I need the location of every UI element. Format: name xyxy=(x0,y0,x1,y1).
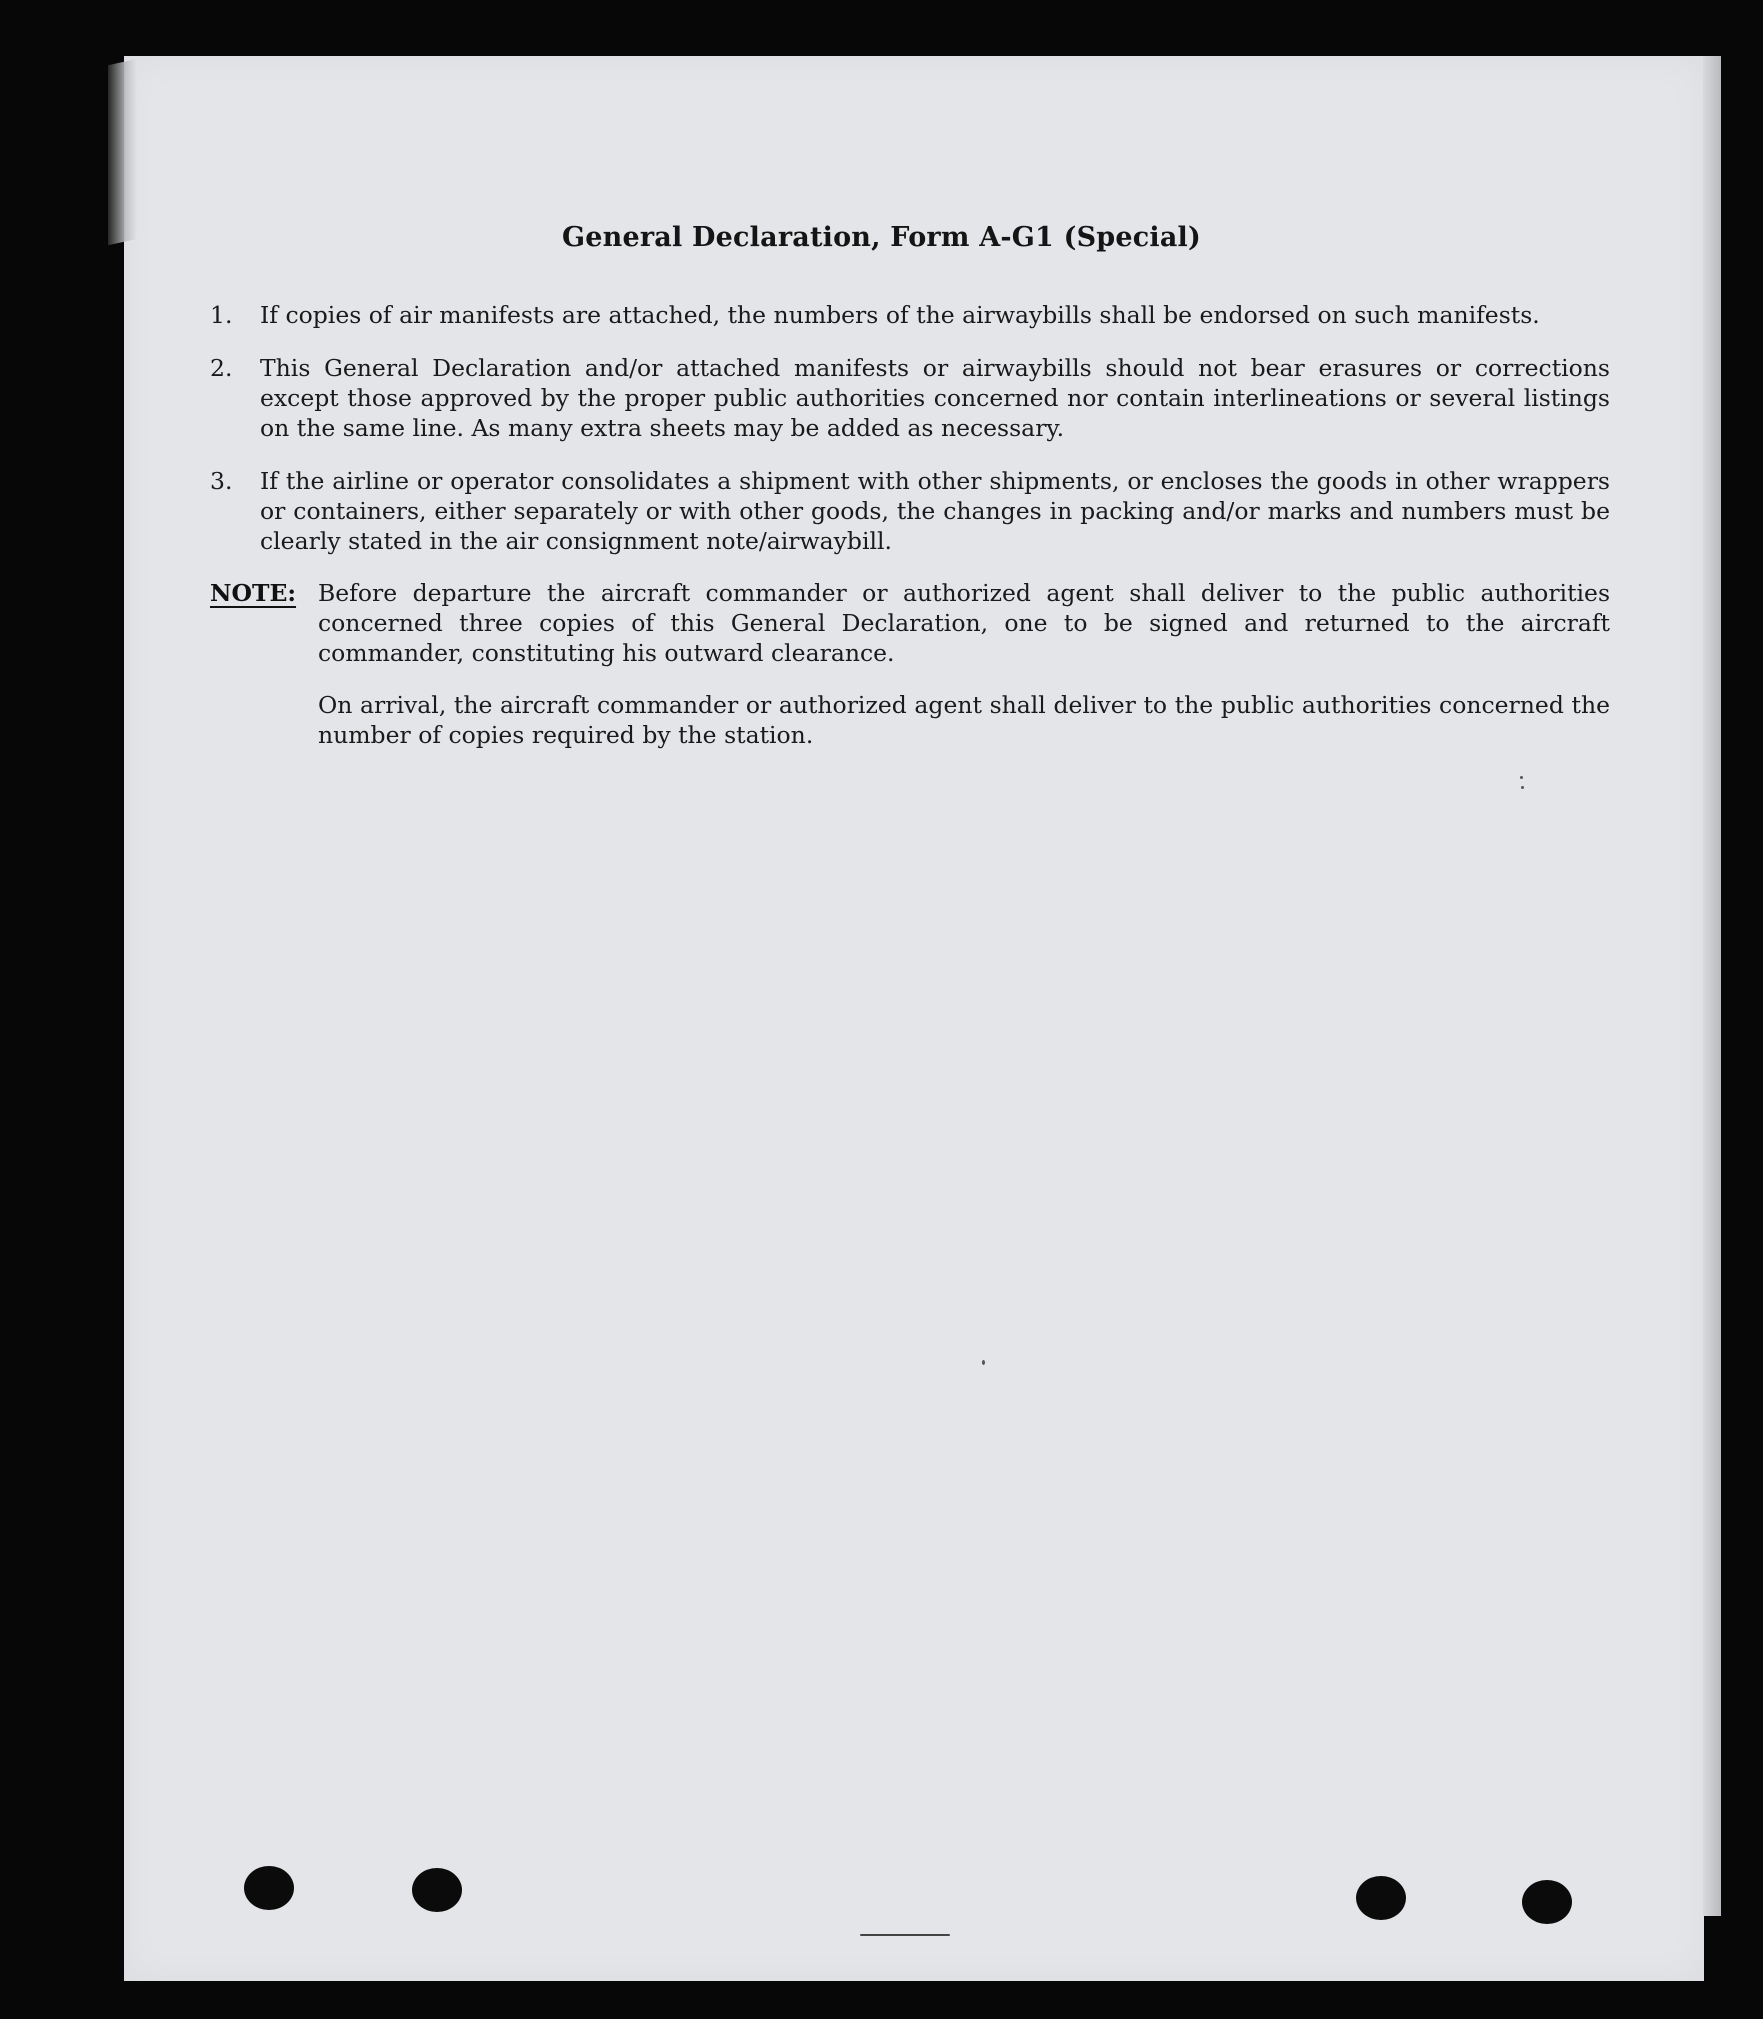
scan-mark xyxy=(860,1934,950,1936)
item-number: 1. xyxy=(210,301,233,329)
page-right-edge xyxy=(1703,56,1721,1916)
scan-speck xyxy=(1520,776,1523,779)
punch-hole xyxy=(1356,1876,1406,1920)
item-text: This General Declaration and/or attached manifests or airwaybills should not bear erasures or corrections except those approved by the proper public authorities concerned nor contain interlineations or several listings on the same line. As many extra sheets may be added as necessary. xyxy=(260,354,1610,442)
scan-speck xyxy=(982,1360,985,1365)
punch-hole xyxy=(412,1868,462,1912)
item-text: If the airline or operator consolidates a shipment with other shipments, or encloses the goods in other wrappers or containers, either separately or with other goods, the changes in packing and/or marks and numbers must be clearly stated in the air consignment note/airwaybill. xyxy=(260,467,1610,555)
punch-hole xyxy=(1522,1880,1572,1924)
document-title: General Declaration, Form A-G1 (Special) xyxy=(562,222,1201,253)
note-paragraph: Before departure the aircraft commander or authorized agent shall deliver to the public authorities concerned three copies of this General Declaration, one to be signed and returned to the aircraft commander, constituting his outward clearance. xyxy=(318,579,1610,667)
note-paragraph: On arrival, the aircraft commander or authorized agent shall deliver to the public authorities concerned the number of copies required by the station. xyxy=(318,691,1610,749)
document-page xyxy=(124,56,1704,1981)
item-text: If copies of air manifests are attached, the numbers of the airwaybills shall be endorsed on such manifests. xyxy=(260,301,1540,329)
scan-speck xyxy=(1521,786,1524,789)
page-fold-shadow xyxy=(108,59,138,245)
item-number: 2. xyxy=(210,354,233,382)
item-number: 3. xyxy=(210,467,233,495)
note-label: NOTE: xyxy=(210,579,297,607)
punch-hole xyxy=(244,1866,294,1910)
